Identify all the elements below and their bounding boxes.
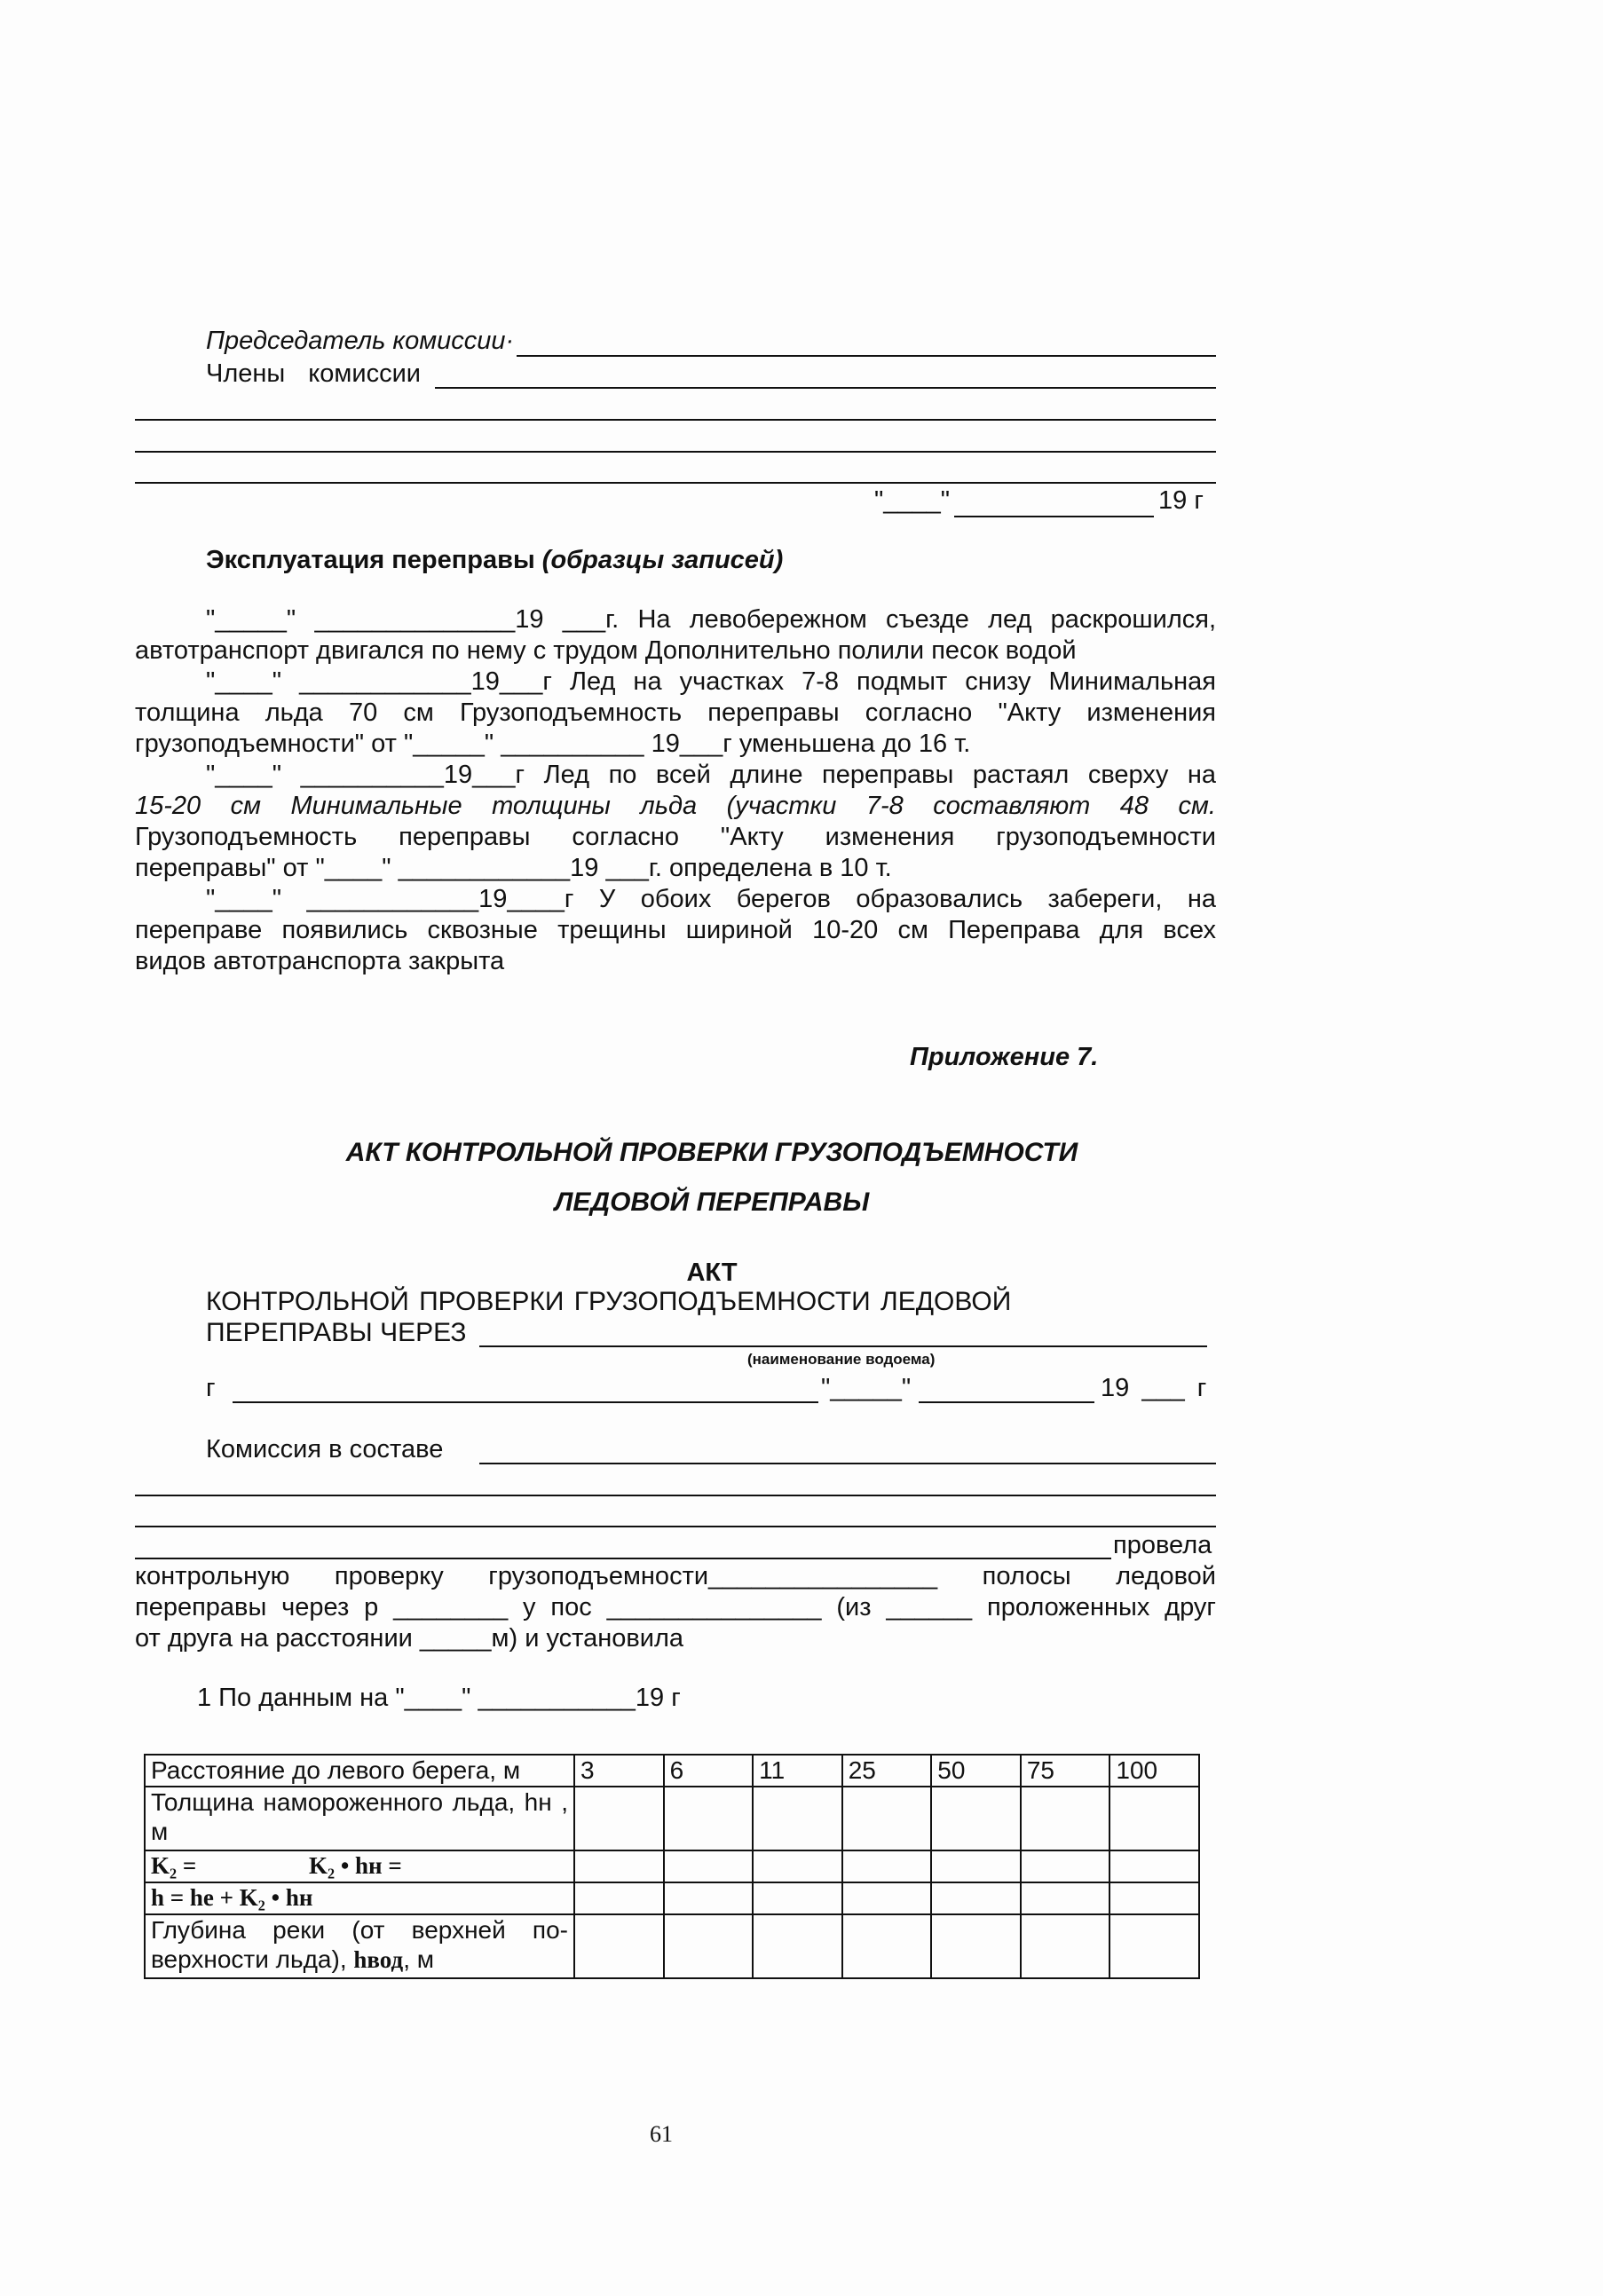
exploitation-heading bbox=[206, 546, 783, 575]
depth-unit: , м bbox=[403, 1945, 434, 1973]
act-paragraph-line-3: от друга на расстоянии _____м) и установила bbox=[135, 1624, 684, 1653]
members-label: Члены комиссии bbox=[206, 359, 421, 388]
table-row-h bbox=[145, 1882, 1199, 1914]
table-cell bbox=[1021, 1914, 1110, 1978]
appendix-title-line-2: ЛЕДОВОЙ ПЕРЕПРАВЫ bbox=[554, 1187, 870, 1217]
act-subtitle-line-2: ПЕРЕПРАВЫ ЧЕРЕЗ bbox=[206, 1318, 467, 1347]
performed-label: провела bbox=[1113, 1531, 1212, 1559]
act-date-quote: "_____" bbox=[821, 1374, 912, 1402]
table-cell bbox=[931, 1787, 1021, 1850]
appendix-title-line-1: АКТ КОНТРОЛЬНОЙ ПРОВЕРКИ ГРУЗОПОДЪЕМНОСТИ bbox=[345, 1138, 1078, 1167]
entry-2-text: Лед на участках 7-8 подмыт снизу Минимальная bbox=[569, 667, 1217, 696]
table-cell bbox=[574, 1850, 664, 1882]
members-signature-line-4 bbox=[135, 482, 1216, 484]
frozen-ice-header: Толщина намороженного льда, hн , м bbox=[145, 1787, 574, 1850]
entry-2-line-2: толщина льда 70 см Грузоподъемность переправы согласно "Акту изменения bbox=[135, 698, 1216, 727]
table-cell bbox=[1021, 1882, 1110, 1914]
table-cell bbox=[1109, 1914, 1199, 1978]
table-cell bbox=[753, 1850, 842, 1882]
table-cell bbox=[664, 1850, 754, 1882]
act-subtitle-line-1: КОНТРОЛЬНОЙ ПРОВЕРКИ ГРУЗОПОДЪЕМНОСТИ ЛЕДОВОЙ bbox=[206, 1287, 1012, 1316]
commission-line-2 bbox=[135, 1495, 1216, 1496]
entry-4-line-2: переправе появились сквозные трещины шириной 10-20 см Переправа для всех bbox=[135, 916, 1216, 944]
table-cell bbox=[574, 1787, 664, 1850]
appendix-label: Приложение 7. bbox=[910, 1043, 1099, 1071]
commission-label: Комиссия в составе bbox=[206, 1435, 444, 1464]
table-cell bbox=[842, 1914, 932, 1978]
commission-line-4 bbox=[135, 1558, 1111, 1559]
table-cell bbox=[574, 1914, 664, 1978]
entry-1-date: "_____" ______________19 ___г. bbox=[206, 605, 620, 634]
signature-date-year: 19 г bbox=[1158, 486, 1204, 515]
act-heading: АКТ bbox=[686, 1258, 738, 1287]
signature-date-quote: "____" bbox=[874, 486, 951, 515]
distance-header: Расстояние до левого берега, м bbox=[145, 1755, 574, 1787]
waterbody-caption: (наименование водоема) bbox=[747, 1351, 936, 1368]
act-paragraph-line-2: переправы через р ________ у пос _______________ (из ______ проложенных друг bbox=[135, 1593, 1216, 1621]
act-date-year: 19 ___ г bbox=[1101, 1374, 1207, 1402]
table-row-frozen-ice bbox=[145, 1787, 1199, 1850]
depth-symbol: hвод bbox=[353, 1946, 404, 1973]
entry-3-line-3: Грузоподъемность переправы согласно "Акту изменения грузоподъемности bbox=[135, 823, 1216, 851]
waterbody-line bbox=[479, 1345, 1207, 1347]
exploitation-heading-italic: (образцы записей) bbox=[541, 546, 784, 574]
page-number: 61 bbox=[650, 2121, 673, 2147]
entry-3-text: Лед по всей длине переправы растаял сверху на bbox=[543, 761, 1216, 789]
table-cell bbox=[753, 1914, 842, 1978]
table-cell bbox=[753, 1787, 842, 1850]
entry-1-text: На левобережном съезде лед раскрошился, bbox=[637, 605, 1217, 634]
table-cell bbox=[1109, 1850, 1199, 1882]
entry-4-line-3: видов автотранспорта закрыта bbox=[135, 947, 505, 975]
distance-cell: 11 bbox=[753, 1755, 842, 1787]
distance-cell: 6 bbox=[664, 1755, 754, 1787]
table-cell bbox=[931, 1914, 1021, 1978]
exploitation-heading-plain: Эксплуатация переправы bbox=[206, 546, 535, 574]
depth-label-line-2 bbox=[151, 1945, 568, 1975]
k2-header bbox=[145, 1850, 574, 1882]
table-row-depth bbox=[145, 1914, 1199, 1978]
k2-product-label: K₂ • hн = bbox=[308, 1852, 402, 1879]
table-cell bbox=[753, 1882, 842, 1914]
commission-line-3 bbox=[135, 1526, 1216, 1527]
city-line bbox=[233, 1401, 818, 1403]
distance-cell: 3 bbox=[574, 1755, 664, 1787]
act-date-line bbox=[919, 1401, 1094, 1403]
table-cell bbox=[664, 1914, 754, 1978]
entry-2-line-1 bbox=[206, 667, 1216, 697]
entry-3-date: "____" __________19___г bbox=[206, 761, 525, 789]
table-cell bbox=[1021, 1850, 1110, 1882]
members-signature-line-1 bbox=[435, 387, 1216, 389]
members-signature-line-3 bbox=[135, 451, 1216, 453]
depth-header bbox=[145, 1914, 574, 1978]
distance-cell: 25 bbox=[842, 1755, 932, 1787]
entry-4-line-1 bbox=[206, 885, 1216, 914]
table-cell bbox=[842, 1787, 932, 1850]
members-signature-line-2 bbox=[135, 419, 1216, 421]
table-cell bbox=[1021, 1787, 1110, 1850]
table-cell bbox=[842, 1850, 932, 1882]
ice-measurement-table bbox=[144, 1754, 1200, 1979]
entry-2-date: "____" ____________19___г bbox=[206, 667, 552, 696]
h-header: h = hе + K₂ • hн bbox=[145, 1882, 574, 1914]
city-prefix: г bbox=[206, 1374, 216, 1402]
table-cell bbox=[664, 1787, 754, 1850]
distance-cell: 100 bbox=[1109, 1755, 1199, 1787]
entry-2-line-3: грузоподъемности" от "_____" __________ 19___г уменьшена до 16 т. bbox=[135, 730, 971, 758]
entry-3-line-2: 15-20 см Минимальные толщины льда (участки 7-8 составляют 48 см. bbox=[135, 792, 1216, 820]
table-cell bbox=[931, 1850, 1021, 1882]
k2-label: K₂ = bbox=[151, 1852, 197, 1879]
chairman-signature-line bbox=[517, 355, 1216, 357]
entry-4-date: "____" ____________19____г bbox=[206, 885, 574, 913]
table-row-distance bbox=[145, 1755, 1199, 1787]
entry-1-line-1 bbox=[206, 605, 1216, 635]
table-row-k2 bbox=[145, 1850, 1199, 1882]
data-as-of-line: 1 По данным на "____" ___________19 г bbox=[197, 1684, 681, 1712]
entry-1-line-2: автотранспорт двигался по нему с трудом Дополнительно полили песок водой bbox=[135, 636, 1077, 665]
table-cell bbox=[664, 1882, 754, 1914]
table-cell bbox=[931, 1882, 1021, 1914]
table-cell bbox=[574, 1882, 664, 1914]
depth-label-line-1: Глубина реки (от верхней по- bbox=[151, 1916, 568, 1944]
entry-4-text: У обоих берегов образовались забереги, на bbox=[598, 885, 1216, 913]
act-paragraph-line-1: контрольную проверку грузоподъемности________________ полосы ледовой bbox=[135, 1562, 1216, 1590]
distance-cell: 50 bbox=[931, 1755, 1021, 1787]
depth-label-text: верхности льда), bbox=[151, 1945, 347, 1973]
signature-date-line bbox=[954, 516, 1154, 517]
entry-3-line-4: переправы" от "____" ____________19 ___г. определена в 10 т. bbox=[135, 854, 892, 882]
distance-cell: 75 bbox=[1021, 1755, 1110, 1787]
table-cell bbox=[1109, 1787, 1199, 1850]
chairman-label: Председатель комиссии· bbox=[206, 327, 515, 355]
table-cell bbox=[1109, 1882, 1199, 1914]
commission-line-1 bbox=[479, 1463, 1216, 1464]
table-cell bbox=[842, 1882, 932, 1914]
entry-3-line-1 bbox=[206, 761, 1216, 790]
